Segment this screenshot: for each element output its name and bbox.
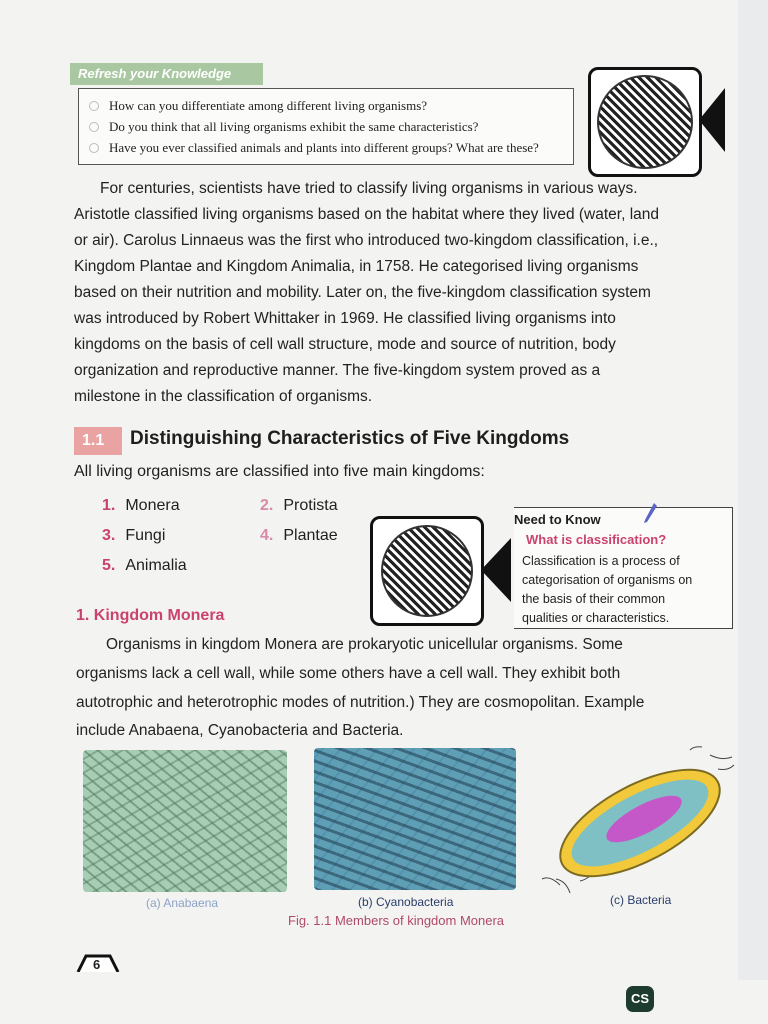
refresh-question: How can you differentiate among different living organisms? bbox=[109, 98, 428, 113]
figure-caption: (b) Cyanobacteria bbox=[358, 895, 454, 909]
video-pointer-icon bbox=[481, 538, 511, 602]
paragraph-line: kingdoms on the basis of cell wall structure, mode and source of nutrition, body bbox=[74, 336, 616, 353]
section-title: Distinguishing Characteristics of Five Kingdoms bbox=[130, 428, 570, 449]
qr-pattern-icon bbox=[597, 75, 693, 169]
need-to-know-question: What is classification? bbox=[526, 532, 667, 547]
kingdom-item: 3. Fungi bbox=[102, 527, 166, 544]
intro-paragraph bbox=[74, 180, 730, 420]
need-to-know-line: the basis of their common bbox=[522, 592, 666, 606]
bullet-icon bbox=[89, 143, 99, 153]
need-to-know-line: qualities or characteristics. bbox=[522, 611, 670, 625]
bullet-icon bbox=[89, 101, 99, 111]
paragraph-line: or air). Carolus Linnaeus was the first who introduced two-kingdom classification, i.e., bbox=[74, 232, 659, 249]
paragraph-line: based on their nutrition and mobility. Later on, the five-kingdom classification system bbox=[74, 284, 651, 301]
kingdom-item: 2. Protista bbox=[260, 497, 338, 514]
qr-code[interactable] bbox=[588, 67, 702, 177]
camscanner-badge: CS bbox=[626, 986, 654, 1012]
paragraph-line: organisms lack a cell wall, while some others have a cell wall. They exhibit both bbox=[76, 665, 621, 682]
kingdom-item: 4. Plantae bbox=[260, 527, 338, 544]
anabaena-image bbox=[83, 750, 287, 892]
kingdom-item: 5. Animalia bbox=[102, 557, 187, 574]
section-number: 1.1 bbox=[74, 427, 122, 455]
paragraph-line: milestone in the classification of organisms. bbox=[74, 388, 373, 405]
paragraph-line: organization and reproductive manner. The five-kingdom system proved as a bbox=[74, 362, 601, 379]
kingdom-monera-heading: 1. Kingdom Monera bbox=[76, 607, 225, 624]
paragraph-line: For centuries, scientists have tried to classify living organisms in various ways. bbox=[100, 180, 638, 197]
page-number: 6 bbox=[93, 957, 101, 972]
need-to-know-line: Classification is a process of bbox=[522, 554, 680, 568]
page-edge-shadow bbox=[738, 0, 768, 980]
qr-pattern-icon bbox=[381, 525, 473, 617]
refresh-knowledge-tab: Refresh your Knowledge bbox=[70, 63, 263, 85]
refresh-question: Have you ever classified animals and plants into different groups? What are these? bbox=[109, 140, 539, 155]
bacteria-illustration bbox=[540, 745, 736, 895]
paragraph-line: include Anabaena, Cyanobacteria and Bacteria. bbox=[76, 722, 404, 739]
need-to-know-heading: Need to Know bbox=[514, 512, 601, 527]
qr-code[interactable] bbox=[370, 516, 484, 626]
paragraph-line: was introduced by Robert Whittaker in 1969. He classified living organisms into bbox=[74, 310, 616, 327]
need-to-know-line: categorisation of organisms on bbox=[522, 573, 693, 587]
figure-caption: (a) Anabaena bbox=[146, 896, 219, 910]
cyanobacteria-image bbox=[314, 748, 516, 890]
figure-caption: (c) Bacteria bbox=[610, 893, 672, 907]
figure-title: Fig. 1.1 Members of kingdom Monera bbox=[288, 913, 505, 928]
bullet-icon bbox=[89, 122, 99, 132]
paragraph-line: autotrophic and heterotrophic modes of nutrition.) They are cosmopolitan. Example bbox=[76, 694, 645, 711]
monera-paragraph bbox=[76, 636, 736, 746]
kingdom-item: 1. Monera bbox=[102, 497, 180, 514]
section-intro: All living organisms are classified into five main kingdoms: bbox=[74, 463, 485, 480]
refresh-question: Do you think that all living organisms exhibit the same characteristics? bbox=[109, 119, 479, 134]
paragraph-line: Aristotle classified living organisms based on the habitat where they lived (water, land bbox=[74, 206, 660, 223]
refresh-knowledge-box bbox=[78, 88, 574, 165]
paragraph-line: Kingdom Plantae and Kingdom Animalia, in 1758. He categorised living organisms bbox=[74, 258, 639, 275]
paragraph-line: Organisms in kingdom Monera are prokaryotic unicellular organisms. Some bbox=[106, 636, 623, 653]
video-pointer-icon bbox=[699, 88, 725, 152]
pen-icon bbox=[642, 502, 658, 524]
